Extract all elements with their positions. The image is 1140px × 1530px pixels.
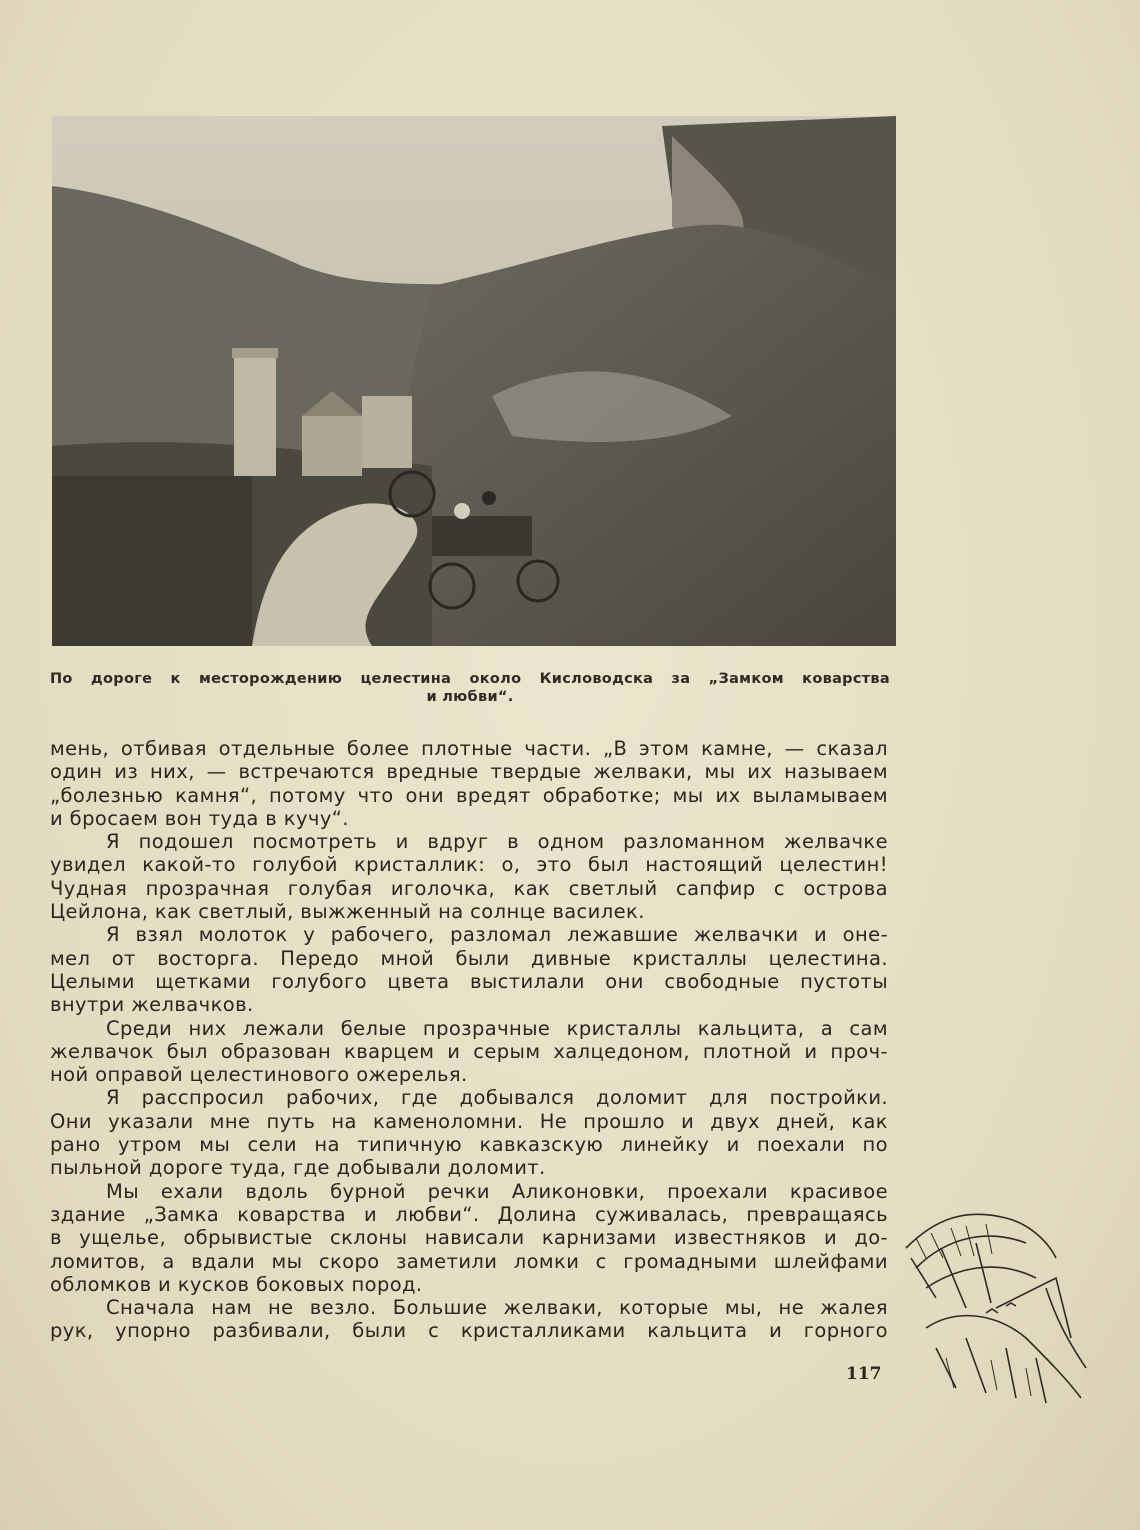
text-line: Они указали мне путь на каменоломни. Не прошло и двух дней, как xyxy=(50,1109,888,1133)
text-line: внутри желвачков. xyxy=(50,993,254,1017)
text-line: мень, отбивая отдельные более плотные части. „В этом камне, — сказал xyxy=(50,737,888,760)
body-text xyxy=(50,737,888,1343)
text-line: здание „Замка коварства и любви“. Долина суживалась, превращаясь xyxy=(50,1202,888,1226)
text-line: Чудная прозрачная голубая иголочка, как светлый сапфир с острова xyxy=(50,876,888,900)
text-line: Целыми щетками голубого цвета выстилали они свободные пустоты xyxy=(50,969,888,993)
text-line: рано утром мы сели на типичную кавказскую линейку и поехали по xyxy=(50,1133,888,1157)
text-line: Я расспросил рабочих, где добывался доломит для постройки. xyxy=(106,1086,888,1110)
caption-line-2: и любви“. xyxy=(426,689,514,705)
text-line: мел от восторга. Передо мной были дивные кристаллы целестина. xyxy=(50,946,888,970)
text-line: в ущелье, обрывистые склоны нависали карнизами известняков и до- xyxy=(50,1226,888,1250)
mountain-sketch-icon xyxy=(896,1188,1092,1414)
text-line: пыльной дороге туда, где добывали доломит. xyxy=(50,1156,546,1180)
landscape-photo xyxy=(52,116,896,646)
text-line: Сначала нам не везло. Большие желваки, которые мы, не жалея xyxy=(106,1296,888,1320)
text-line: увидел какой-то голубой кристаллик: о, это был настоящий целестин! xyxy=(50,853,888,877)
text-line: ной оправой целестинового ожерелья. xyxy=(50,1063,468,1087)
text-line: Мы ехали вдоль бурной речки Аликоновки, проехали красивое xyxy=(106,1179,888,1203)
text-line: желвачок был образован кварцем и серым халцедоном, плотной и проч- xyxy=(50,1039,888,1063)
text-line: и бросаем вон туда в кучу“. xyxy=(50,806,349,830)
text-line: рук, упорно разбивали, были с кристалликами кальцита и горного xyxy=(50,1319,888,1343)
text-line: Я взял молоток у рабочего, разломал лежавшие желвачки и оне- xyxy=(106,923,888,947)
photo-caption xyxy=(50,670,890,706)
page-number: 117 xyxy=(846,1364,882,1384)
text-line: обломков и кусков боковых пород. xyxy=(50,1272,423,1296)
text-line: ломитов, а вдали мы скоро заметили ломки с громадными шлейфами xyxy=(50,1249,888,1273)
text-line: один из них, — встречаются вредные твердые желваки, мы их называем xyxy=(50,760,888,784)
text-line: Я подошел посмотреть и вдруг в одном разломанном желвачке xyxy=(106,830,888,854)
text-line: „болезнью камня“, потому что они вредят обработке; мы их выламываем xyxy=(50,783,888,807)
text-line: Цейлона, как светлый, выжженный на солнце василек. xyxy=(50,900,645,924)
text-line: Среди них лежали белые прозрачные кристаллы кальцита, а сам xyxy=(106,1016,888,1040)
caption-line-1: По дороге к месторождению целестина около Кисловодска за „Замком коварства xyxy=(50,671,890,687)
